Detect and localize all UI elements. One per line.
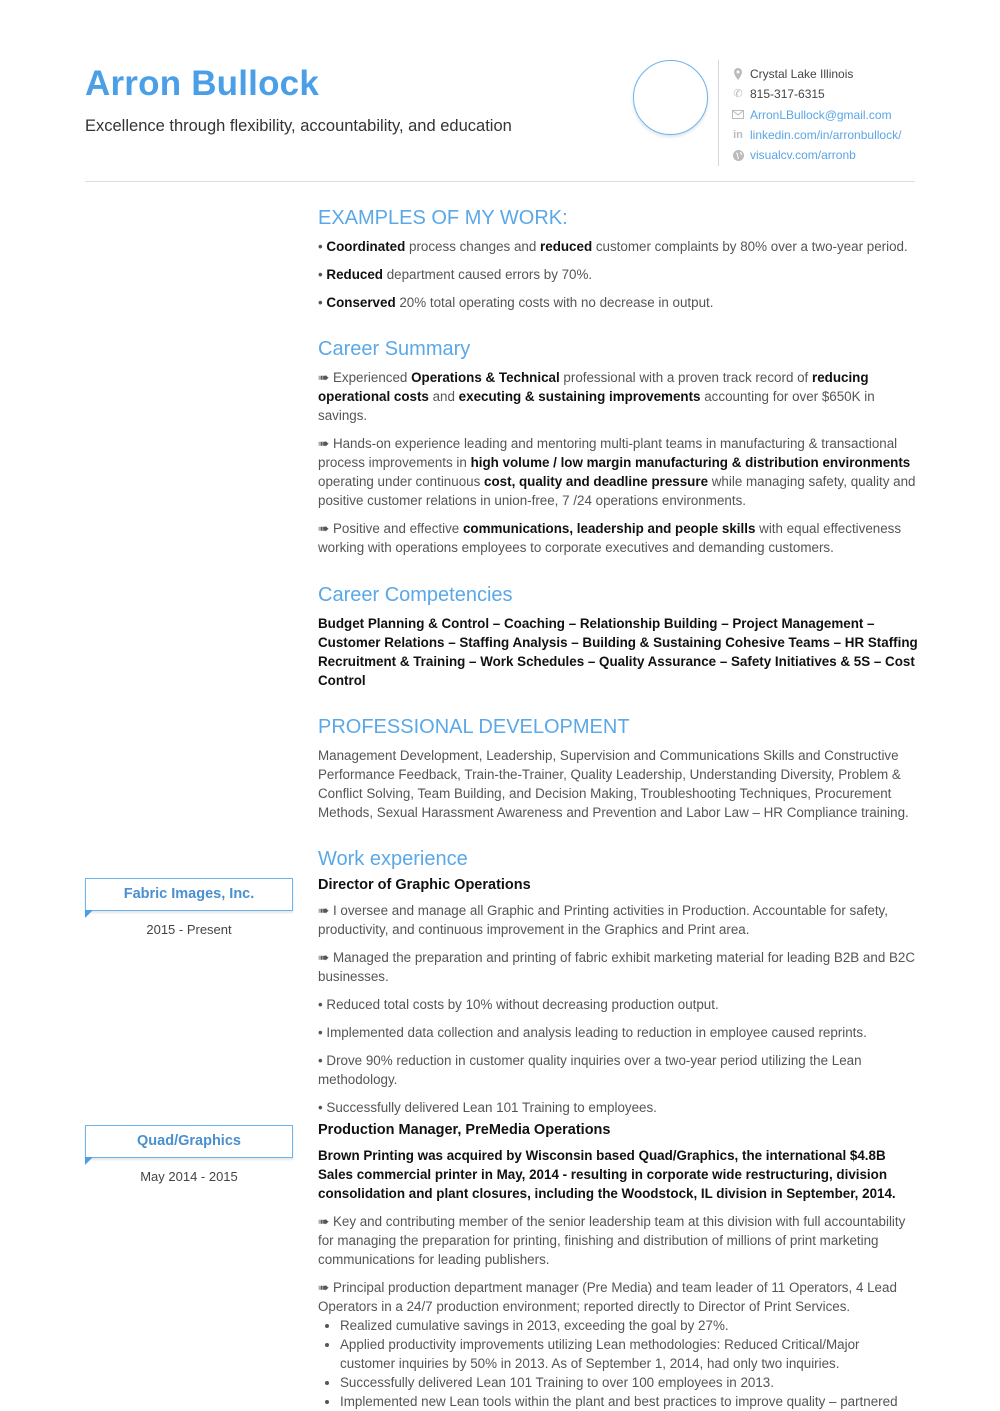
job-item: • Drove 90% reduction in customer quality inquiries over a two-year period utilizing the Lean methodology. bbox=[318, 1053, 862, 1087]
job-title: Director of Graphic Operations bbox=[318, 877, 531, 893]
job-dates: 2015 - Present bbox=[146, 922, 232, 937]
job-item: ➠ Managed the preparation and printing of fabric exhibit marketing material for leading B2B and B2C businesses. bbox=[318, 950, 916, 984]
job-entry bbox=[318, 1121, 918, 1411]
emphasis-text: reduced bbox=[540, 239, 593, 254]
job-item: ➠ Principal production department manager (Pre Media) and team leader of 11 Operators, 4 Lead Operators in a 24/7 production environment; reported directly to Director of Print Services. bbox=[318, 1280, 897, 1314]
text-segment: ➠ Experienced bbox=[318, 370, 412, 385]
text-segment: • bbox=[318, 267, 327, 282]
examples-section bbox=[318, 205, 918, 321]
job-item: ➠ I oversee and manage all Graphic and Printing activities in Production. Accountable for safety, productivity, and continuous improvement in the Graphics and Print area. bbox=[318, 903, 888, 937]
text-segment: • bbox=[318, 239, 327, 254]
example-item bbox=[318, 237, 918, 256]
candidate-name: Arron Bullock bbox=[85, 64, 320, 103]
globe-icon bbox=[732, 149, 744, 161]
achievement-item: • Implemented new Lean tools within the plant and best practices to improve quality – partnered bbox=[340, 1392, 918, 1411]
work-experience-section bbox=[318, 846, 918, 1411]
location: Crystal Lake Illinois bbox=[750, 67, 854, 81]
website-link[interactable]: visualcv.com/arronb bbox=[750, 148, 856, 163]
text-segment: ➠ Positive and effective bbox=[318, 521, 463, 536]
text-segment: with equal effectiveness working with operations employees to corporate executives and demanding customers. bbox=[318, 521, 902, 555]
text-segment: department caused errors by 70%. bbox=[382, 267, 593, 282]
emphasis-text: high volume / low margin manufacturing & distribution environments bbox=[470, 455, 911, 470]
company-label: Fabric Images, Inc. bbox=[85, 878, 293, 911]
text-segment: ➠ Hands-on experience leading and mentoring multi-plant teams in manufacturing & transactional process improvements in bbox=[318, 436, 898, 470]
section-heading: Career Competencies bbox=[318, 584, 513, 606]
emphasis-text: Conserved bbox=[326, 295, 396, 310]
job-entry bbox=[318, 876, 918, 1117]
section-heading: Career Summary bbox=[318, 338, 471, 360]
section-heading: EXAMPLES OF MY WORK: bbox=[318, 207, 568, 229]
phone-icon: ✆ bbox=[733, 88, 743, 101]
achievement-list bbox=[318, 1316, 918, 1411]
emphasis-text: Coordinated bbox=[326, 239, 406, 254]
section-heading: Work experience bbox=[318, 848, 468, 870]
email-link[interactable]: ArronLBullock@gmail.com bbox=[750, 107, 892, 122]
text-segment: 20% total operating costs with no decrease in output. bbox=[395, 295, 714, 310]
job-item: • Implemented data collection and analysis leading to reduction in employee caused reprints. bbox=[318, 1025, 867, 1040]
text-segment: and bbox=[428, 389, 459, 404]
emphasis-text: communications, leadership and people skills bbox=[462, 521, 756, 536]
competencies-section bbox=[318, 582, 918, 699]
summary-item bbox=[318, 434, 918, 510]
envelope-icon bbox=[732, 109, 744, 121]
phone: 815-317-6315 bbox=[750, 87, 825, 102]
job-item: ➠ Key and contributing member of the senior leadership team at this division with full accountability for managing the preparation for printing, finishing and distribution of millions of print marketing communications for leading publishers. bbox=[318, 1214, 906, 1267]
emphasis-text: Operations & Technical bbox=[411, 370, 560, 385]
example-item bbox=[318, 265, 918, 284]
summary-item bbox=[318, 519, 918, 557]
text-segment: operating under continuous bbox=[318, 474, 485, 489]
divider bbox=[718, 60, 719, 166]
location-pin-icon bbox=[732, 68, 744, 80]
achievement-item: • Applied productivity improvements utilizing Lean methodologies: Reduced Critical/Major customer inquiries by 50% in 2013. As of September 1, 2014, had only two inquiries. bbox=[340, 1335, 918, 1373]
contact-info bbox=[732, 64, 901, 165]
development-text: Management Development, Leadership, Supervision and Communications Skills and Constructive Performance Feedback, Train-the-Trainer, Quality Leadership, Understanding Diversity, Problem & Conflict Solving, Team Building, and Decision Making, Troubleshooting Techniques, Procurement Methods, Sexual Harassment Awareness and Prevention and Labor Law – HR Compliance training. bbox=[318, 748, 909, 820]
text-segment: while managing safety, quality and positive customer relations in union-free, 7 /24 operations environments. bbox=[318, 474, 916, 508]
career-summary-section bbox=[318, 336, 918, 566]
linkedin-icon: in bbox=[733, 128, 743, 141]
text-segment: • bbox=[318, 295, 327, 310]
achievement-item: • Successfully delivered Lean 101 Training to over 100 employees in 2013. bbox=[340, 1373, 918, 1392]
emphasis-text: reducing operational costs bbox=[318, 370, 869, 404]
job-item: • Reduced total costs by 10% without decreasing production output. bbox=[318, 997, 719, 1012]
section-heading: PROFESSIONAL DEVELOPMENT bbox=[318, 716, 630, 738]
text-segment: process changes and bbox=[405, 239, 541, 254]
text-segment: customer complaints by 80% over a two-year period. bbox=[592, 239, 908, 254]
emphasis-text: Reduced bbox=[326, 267, 383, 282]
professional-development-section bbox=[318, 714, 918, 831]
job-item: • Successfully delivered Lean 101 Training to employees. bbox=[318, 1100, 657, 1115]
emphasis-text: cost, quality and deadline pressure bbox=[484, 474, 709, 489]
text-segment: professional with a proven track record of bbox=[559, 370, 812, 385]
job-intro: Brown Printing was acquired by Wisconsin based Quad/Graphics, the international $4.8B Sales commercial printer in May, 2014 - resulting in corporate wide restructuring, division consolidation and plant closures, including the Woodstock, IL division in September, 2014. bbox=[318, 1148, 896, 1201]
tagline: Excellence through flexibility, accountability, and education bbox=[85, 117, 512, 135]
summary-item bbox=[318, 368, 918, 425]
example-item bbox=[318, 293, 918, 312]
emphasis-text: executing & sustaining improvements bbox=[458, 389, 701, 404]
job-title: Production Manager, PreMedia Operations bbox=[318, 1122, 611, 1138]
achievement-item: • Realized cumulative savings in 2013, exceeding the goal by 27%. bbox=[340, 1316, 918, 1335]
header-divider bbox=[85, 181, 915, 182]
text-segment: accounting for over $650K in savings. bbox=[318, 389, 875, 423]
company-label: Quad/Graphics bbox=[85, 1125, 293, 1158]
avatar bbox=[633, 60, 708, 135]
linkedin-link[interactable]: linkedin.com/in/arronbullock/ bbox=[750, 127, 902, 142]
competencies-text: Budget Planning & Control – Coaching – Relationship Building – Project Management – Customer Relations – Staffing Analysis – Building & Sustaining Cohesive Teams – HR Staffing Recruitment & Training – Work Schedules – Quality Assurance – Safety Initiatives & 5S – Cost Control bbox=[318, 616, 918, 688]
job-dates: May 2014 - 2015 bbox=[140, 1169, 238, 1184]
